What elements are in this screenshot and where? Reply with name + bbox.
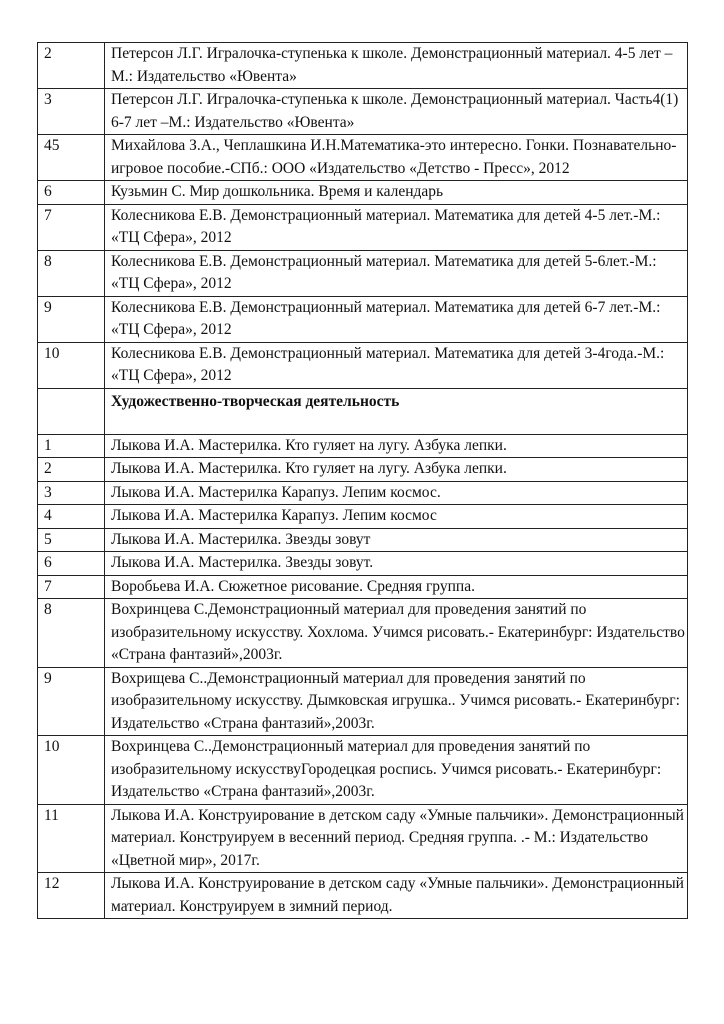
table-row [38, 736, 688, 805]
section-heading: Художественно-творческая деятельность [105, 388, 688, 434]
book-entry: Петерсон Л.Г. Игралочка-ступенька к школе. Демонстрационный материал. 4-5 лет –М.: Издательство «Ювента» [105, 43, 688, 89]
table-row [38, 434, 688, 458]
table-row [38, 89, 688, 135]
table-body [38, 43, 688, 919]
book-entry: Лыкова И.А. Мастерилка. Кто гуляет на лугу. Азбука лепки. [105, 458, 688, 482]
row-number: 7 [38, 575, 105, 599]
book-entry: Вохрищева С..Демонстрационный материал для проведения занятий по изобразительному искусству. Дымковская игрушка.. Учимся рисовать.- Екатеринбург: Издательство «Страна фантазий»,2003г. [105, 667, 688, 736]
table-row [38, 552, 688, 576]
table-row [38, 599, 688, 668]
row-number: 5 [38, 528, 105, 552]
row-number: 3 [38, 89, 105, 135]
row-number: 8 [38, 250, 105, 296]
table-row [38, 43, 688, 89]
book-entry: Лыкова И.А. Конструирование в детском саду «Умные пальчики». Демонстрационный материал. Конструируем в зимний период. [105, 873, 688, 919]
table-row [38, 181, 688, 205]
table-row [38, 250, 688, 296]
book-entry: Колесникова Е.В. Демонстрационный материал. Математика для детей 5-6лет.-М.: «ТЦ Сфера», 2012 [105, 250, 688, 296]
book-entry: Колесникова Е.В. Демонстрационный материал. Математика для детей 3-4года.-М.: «ТЦ Сфера», 2012 [105, 342, 688, 388]
row-number: 2 [38, 43, 105, 89]
table-row [38, 296, 688, 342]
table-row [38, 481, 688, 505]
book-entry: Лыкова И.А. Мастерилка Карапуз. Лепим космос. [105, 481, 688, 505]
table-row [38, 873, 688, 919]
table-row [38, 204, 688, 250]
section-row [38, 388, 688, 434]
book-entry: Лыкова И.А. Мастерилка. Звезды зовут [105, 528, 688, 552]
book-entry: Вохринцева С..Демонстрационный материал для проведения занятий по изобразительному искусствуГородецкая роспись. Учимся рисовать.- Екатеринбург: Издательство «Страна фантазий»,2003г. [105, 736, 688, 805]
table-row [38, 528, 688, 552]
book-entry: Лыкова И.А. Мастерилка. Звезды зовут. [105, 552, 688, 576]
table-row [38, 342, 688, 388]
row-number: 6 [38, 181, 105, 205]
row-number: 3 [38, 481, 105, 505]
row-number: 11 [38, 804, 105, 873]
book-entry: Лыкова И.А. Конструирование в детском саду «Умные пальчики». Демонстрационный материал. Конструируем в весенний период. Средняя группа. .- М.: Издательство «Цветной мир», 2017г. [105, 804, 688, 873]
row-number: 7 [38, 204, 105, 250]
row-number: 45 [38, 135, 105, 181]
row-number: 8 [38, 599, 105, 668]
table-row [38, 505, 688, 529]
book-entry: Кузьмин С. Мир дошкольника. Время и календарь [105, 181, 688, 205]
book-entry: Вохринцева С.Демонстрационный материал для проведения занятий по изобразительному искусству. Хохлома. Учимся рисовать.- Екатеринбург: Издательство «Страна фантазий»,2003г. [105, 599, 688, 668]
row-number: 4 [38, 505, 105, 529]
row-number: 6 [38, 552, 105, 576]
table-row [38, 135, 688, 181]
book-entry: Колесникова Е.В. Демонстрационный материал. Математика для детей 4-5 лет.-М.: «ТЦ Сфера», 2012 [105, 204, 688, 250]
book-entry: Лыкова И.А. Мастерилка Карапуз. Лепим космос [105, 505, 688, 529]
row-number: 2 [38, 458, 105, 482]
table-row [38, 458, 688, 482]
row-number [38, 388, 105, 434]
row-number: 9 [38, 667, 105, 736]
literature-table [37, 42, 688, 919]
row-number: 10 [38, 342, 105, 388]
row-number: 9 [38, 296, 105, 342]
row-number: 12 [38, 873, 105, 919]
book-entry: Лыкова И.А. Мастерилка. Кто гуляет на лугу. Азбука лепки. [105, 434, 688, 458]
table-row [38, 667, 688, 736]
book-entry: Михайлова З.А., Чеплашкина И.Н.Математика-это интересно. Гонки. Познавательно-игровое пособие.-СПб.: ООО «Издательство «Детство - Пресс», 2012 [105, 135, 688, 181]
book-entry: Петерсон Л.Г. Игралочка-ступенька к школе. Демонстрационный материал. Часть4(1) 6-7 лет –М.: Издательство «Ювента» [105, 89, 688, 135]
row-number: 10 [38, 736, 105, 805]
row-number: 1 [38, 434, 105, 458]
book-entry: Колесникова Е.В. Демонстрационный материал. Математика для детей 6-7 лет.-М.: «ТЦ Сфера», 2012 [105, 296, 688, 342]
book-entry: Воробьева И.А. Сюжетное рисование. Средняя группа. [105, 575, 688, 599]
table-row [38, 804, 688, 873]
table-row [38, 575, 688, 599]
